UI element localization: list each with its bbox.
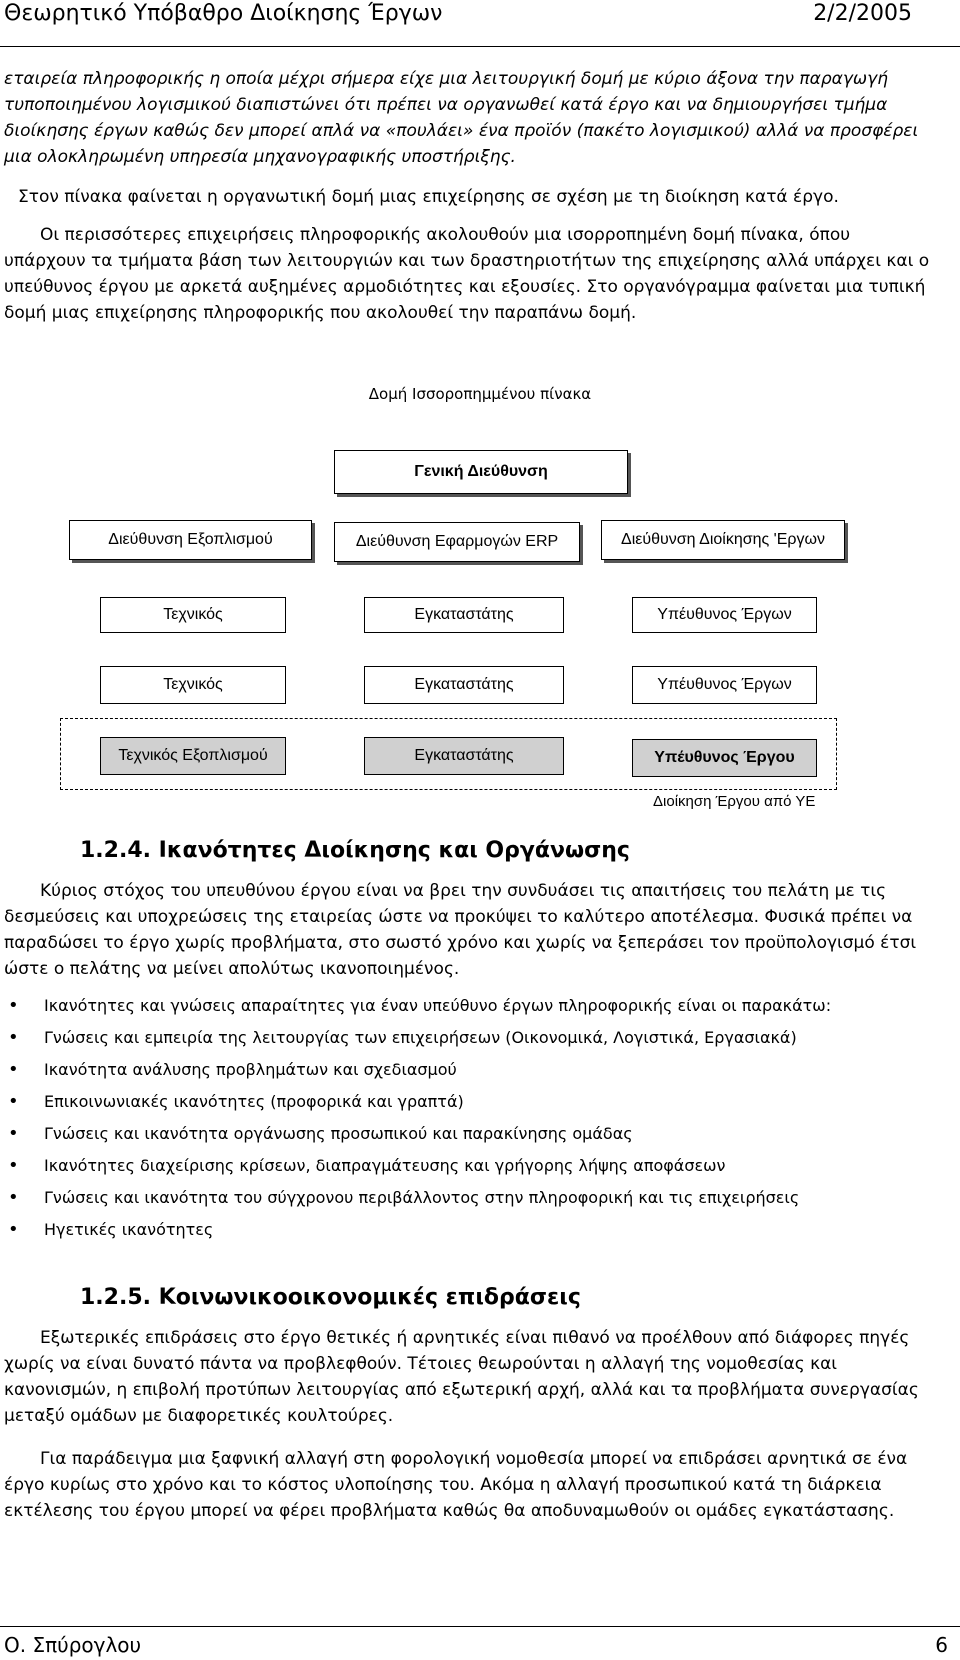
list-item: • Επικοινωνιακές ικανότητες (προφορικά και γραπτά) bbox=[0, 1089, 940, 1121]
section-125-paragraph-2: Για παράδειγμα μια ξαφνική αλλαγή στη φορολογική νομοθεσία μπορεί να επιδράσει αρνητικά σε ένα έργο κυρίως στο χρόνο και το κόστος υλοποίησης του. Ακόμα η αλλαγή προσωπικού κατά τη διάρκεια εκτέλεσης του έργου μπορεί να φέρει προβλήματα καθώς θα αποδυναμωθούν οι ομάδες εγκατάστασης. bbox=[4, 1449, 908, 1521]
document-date: 2/2/2005 bbox=[813, 1, 912, 26]
project-manager-box-1: Υπέυθυνος Έργων bbox=[632, 597, 817, 633]
page-header bbox=[0, 0, 960, 47]
project-manager-box-2: Υπέυθυνος Έργων bbox=[632, 666, 817, 704]
list-item: • Ικανότητα ανάλυσης προβλημάτων και σχεδιασμού bbox=[0, 1057, 940, 1089]
section-125-heading: 1.2.5. Κοινωνικοοικονομικές επιδράσεις bbox=[80, 1285, 581, 1310]
installer-box-1: Εγκαταστάτης bbox=[364, 597, 564, 633]
diagram-caption: Δομή Ισσοροπημμένου πίνακα bbox=[368, 385, 592, 403]
general-management-box: Γενική Διεύθυνση bbox=[334, 450, 628, 494]
installer-box-3: Εγκαταστάτης bbox=[364, 737, 564, 775]
section-124-heading: 1.2.4. Ικανότητες Διοίκησης και Οργάνωσης bbox=[80, 838, 630, 863]
intro-paragraph: εταιρεία πληροφορικής η οποία μέχρι σήμερα είχε μια λειτουργική δομή με κύριο άξονα την παραγωγή τυποποιημένου λογισμικού διαπιστώνει ότι πρέπει να οργανωθεί κατά έργο και να δημιουργήσει τμήμα διοίκησης έργων καθώς δεν μπορεί απλά να «πουλάει» ένα προϊόν (πακέτο λογισμικού) αλλά να προσφέρει μια ολοκληρωμένη υπηρεσία μηχανογραφικής υποστήριξης. bbox=[4, 69, 919, 167]
project-directorate-box: Διεύθυνση Διοίκησης 'Εργων bbox=[601, 520, 845, 560]
section-124-paragraph: Κύριος στόχος του υπευθύνου έργου είναι να βρει την συνδυάσει τις απαιτήσεις του πελάτη με τις δεσμεύσεις και υποχρεώσεις της εταιρείας ώστε να προκύψει το καλύτερο αποτέλεσμα. Φυσικά πρέπει να παραδώσει το έργο χωρίς προβλήματα, στο σωστό χρόνο και χωρίς να ξεπεράσει τον προϋπολογισμό έτσι ώστε ο πελάτης να μείνει απολύτως ικανοποιημένος. bbox=[4, 881, 917, 979]
document-title: Θεωρητικό Υπόβαθρο Διοίκησης Έργων bbox=[4, 1, 443, 26]
list-item: • Ικανότητες και γνώσεις απαραίτητες για έναν υπεύθυνο έργων πληροφορικής είναι οι παρακάτω: bbox=[0, 993, 940, 1025]
project-management-label: Διοίκηση Έργου από ΥΕ bbox=[653, 793, 816, 810]
page-footer bbox=[0, 1626, 960, 1660]
section-125-paragraph-1: Εξωτερικές επιδράσεις στο έργο θετικές ή αρνητικές είναι πιθανό να προέλθουν από διάφορες πηγές χωρίς να είναι δυνατό πάντα να προβλεφθούν. Τέτοιες θεωρούνται η αλλαγή της νομοθεσίας και κανονισμών, η επιβολή προτύπων λειτουργίας από εξωτερική αρχή, αλλά και τα προβλήματα συνεργασίας μεταξύ ομάδων με διαφορετικές κουλτούρες. bbox=[4, 1328, 919, 1426]
list-item: • Γνώσεις και ικανότητα του σύγχρονου περιβάλλοντος στην πληροφορική και τις επιχειρήσεις bbox=[0, 1185, 940, 1217]
list-item: • Ικανότητες διαχείρισης κρίσεων, διαπραγμάτευσης και γρήγορης λήψης αποφάσεων bbox=[0, 1153, 940, 1185]
skills-list bbox=[0, 993, 940, 1249]
project-manager-box-3: Υπέυθυνος Έργου bbox=[632, 739, 817, 777]
erp-directorate-box: Διεύθυνση Εφαρμογών ERP bbox=[334, 522, 580, 562]
technician-box-1: Τεχνικός bbox=[100, 597, 286, 633]
equipment-directorate-box: Διεύθυνση Εξοπλισμού bbox=[69, 520, 312, 560]
list-item: • Ηγετικές ικανότητες bbox=[0, 1217, 940, 1249]
footer-author: Ο. Σπύρογλου bbox=[4, 1633, 142, 1657]
page-number: 6 bbox=[935, 1633, 948, 1657]
list-item: • Γνώσεις και εμπειρία της λειτουργίας των επιχειρήσεων (Οικονομικά, Λογιστικά, Εργασιακά) bbox=[0, 1025, 940, 1057]
list-item: • Γνώσεις και ικανότητα οργάνωσης προσωπικού και παρακίνησης ομάδας bbox=[0, 1121, 940, 1153]
table-paragraph: Στον πίνακα φαίνεται η οργανωτική δομή μιας επιχείρησης σε σχέση με τη διοίκηση κατά έργο. bbox=[18, 187, 839, 207]
equipment-technician-box: Τεχνικός Εξοπλισμού bbox=[100, 737, 286, 775]
technician-box-2: Τεχνικός bbox=[100, 666, 286, 704]
installer-box-2: Εγκαταστάτης bbox=[364, 666, 564, 704]
matrix-paragraph: Οι περισσότερες επιχειρήσεις πληροφορικής ακολουθούν μια ισορροπημένη δομή πίνακα, όπου υπάρχουν τα τμήματα βάση των λειτουργιών και των δραστηριοτήτων της επιχείρησης αλλά υπάρχει και ο υπεύθυνος έργου με αρκετά αυξημένες αρμοδιότητες και εξουσίες. Στο οργανόγραμμα φαίνεται μια τυπική δομή μιας επιχείρησης πληροφορικής που ακολουθεί την παραπάνω δομή. bbox=[4, 225, 930, 323]
